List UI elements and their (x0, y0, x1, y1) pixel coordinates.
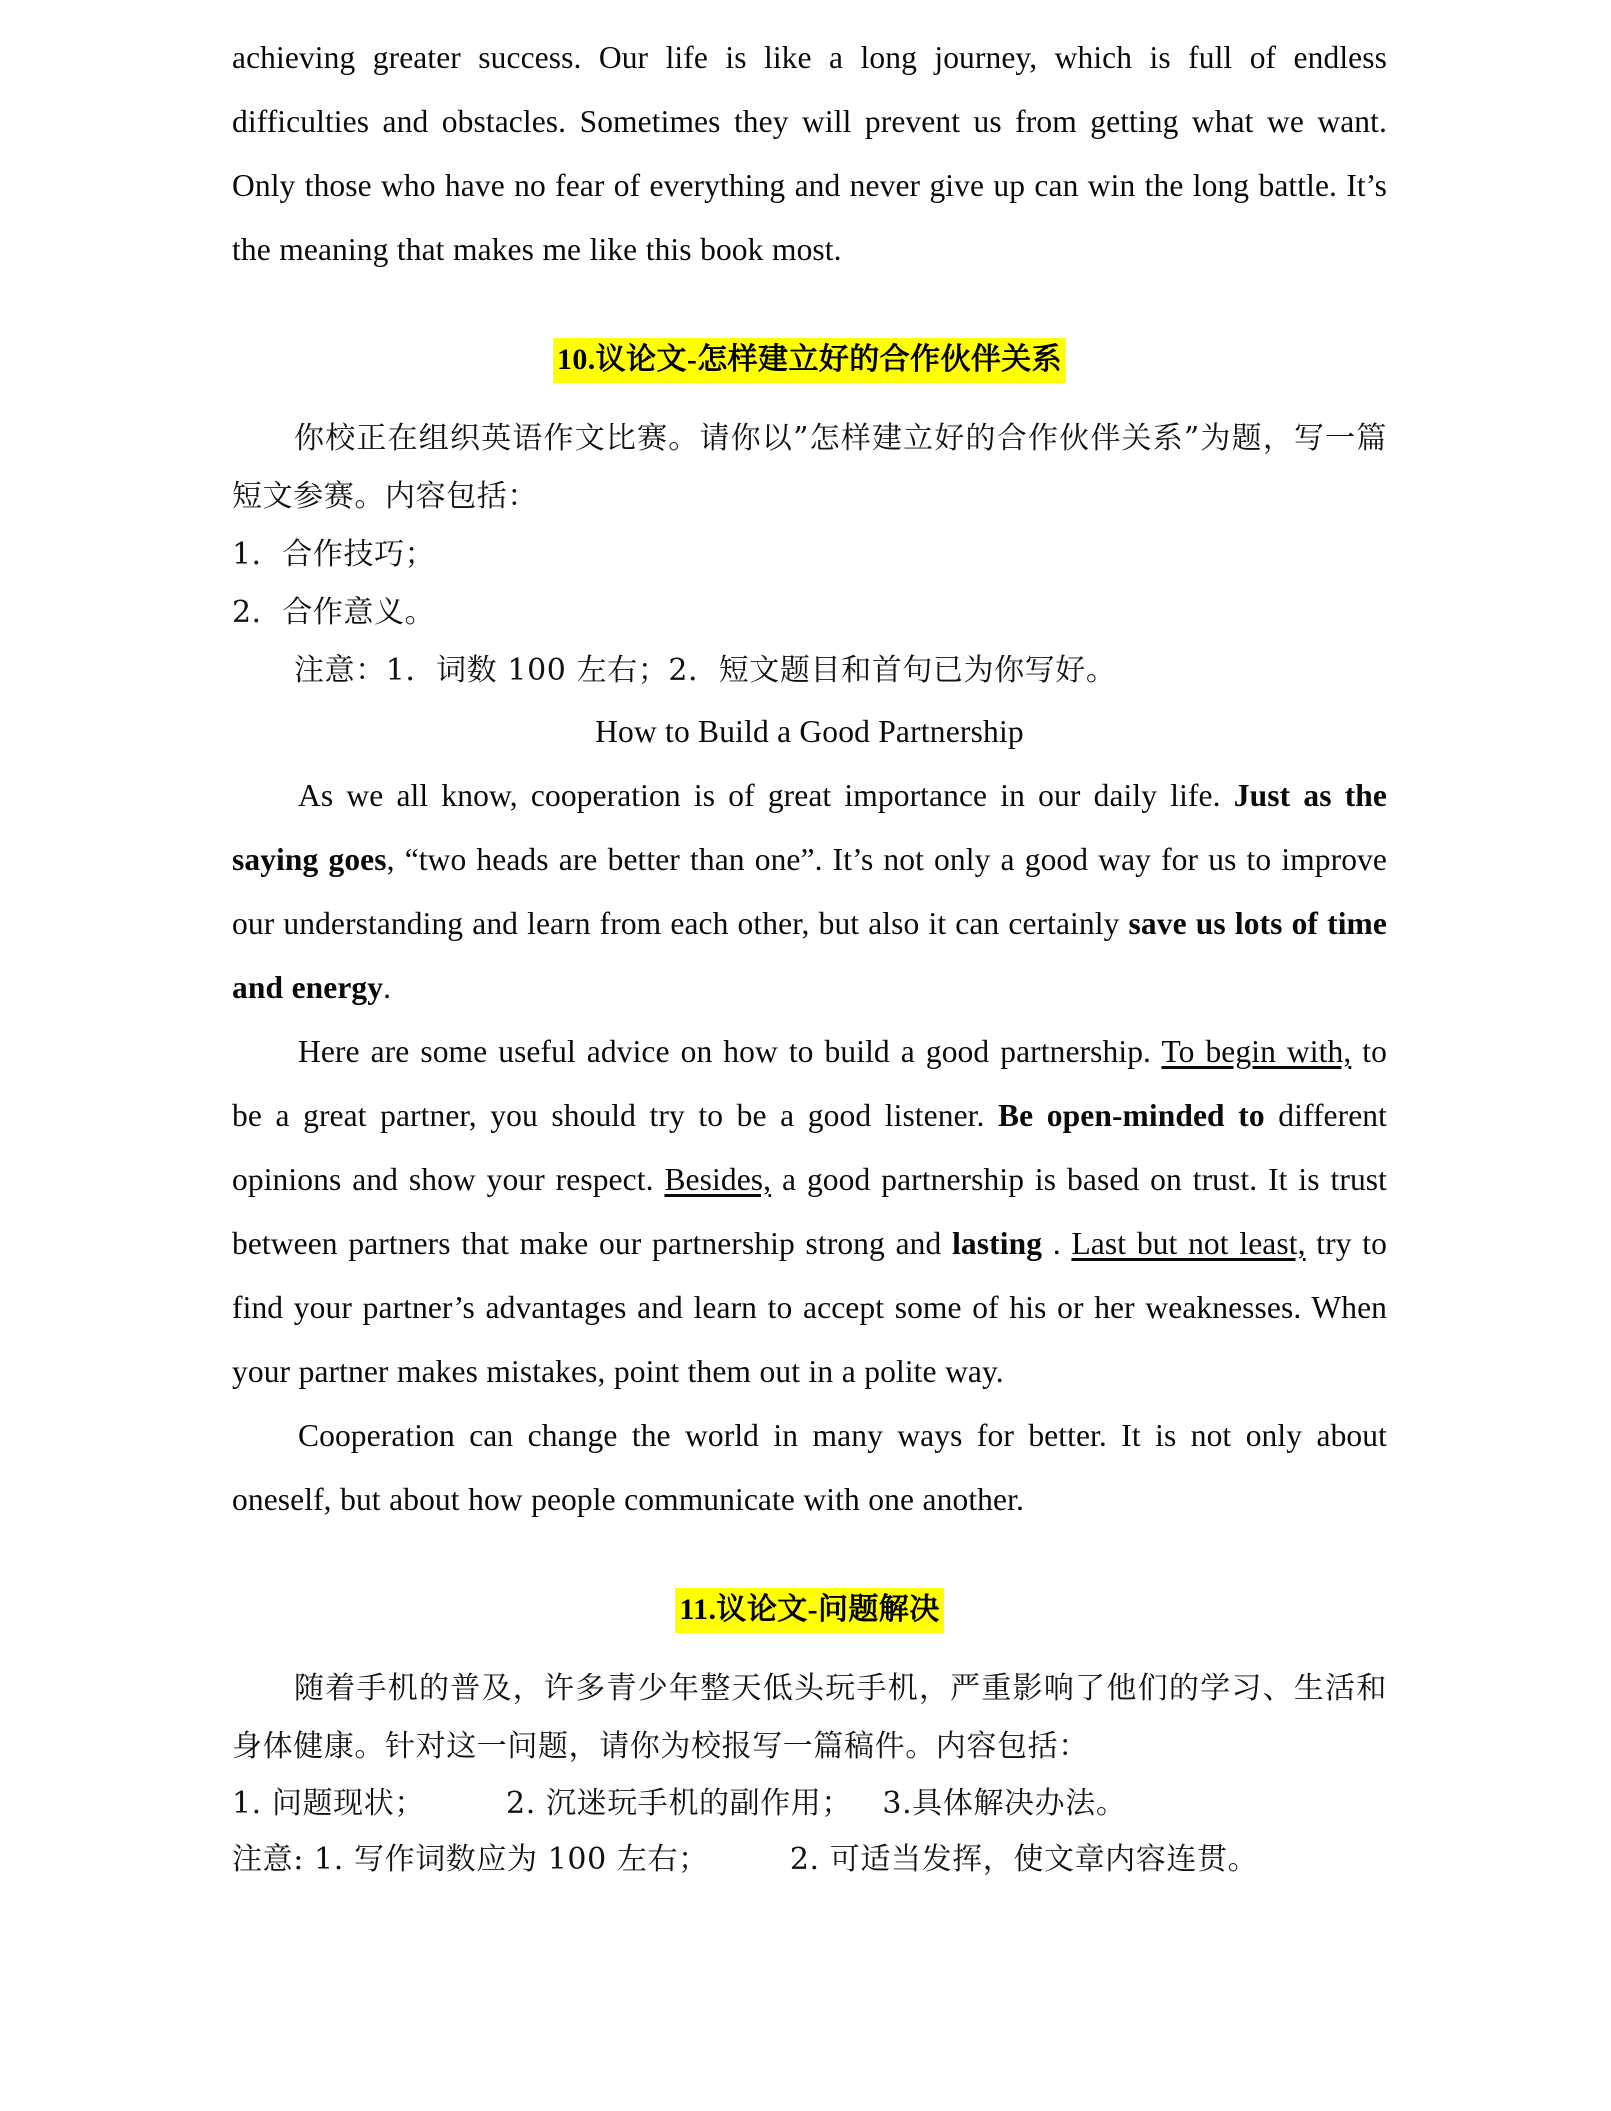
text-run-normal: Here are some useful advice on how to build a good partnership. (298, 1034, 1162, 1069)
text-run-bold: Just as the saying goes (232, 778, 1388, 877)
section-10-requirement-1: 1．合作技巧； (232, 537, 436, 572)
section-11-notes: 注意: 1. 写作词数应为 100 左右； 2. 可适当发挥，使文章内容连贯。 (232, 1842, 1259, 1877)
page-content (232, 26, 1387, 1888)
text-run-normal: try to find your partner’s advantages and learn to accept some of his or her weaknesses. When your partner makes mistakes, point them out in a polite way. (232, 1226, 1387, 1389)
section-11-heading: 11.议论文-问题解决 (675, 1588, 943, 1633)
spacer (232, 396, 1387, 410)
spacer (232, 1532, 1387, 1584)
text-run-underline: To begin with, (1161, 1034, 1352, 1069)
text-run-normal: As we all know, cooperation is of great importance in our daily life. (298, 778, 1234, 813)
text-run-normal: a good partnership is based on trust. It is trust between partners that make our partnership strong and (232, 1162, 1387, 1261)
text-run-normal: . (1042, 1226, 1072, 1261)
section-10-requirement-2: 2．合作意义。 (232, 595, 436, 630)
section-11-requirements: 1. 问题现状； 2. 沉迷玩手机的副作用； 3.具体解决办法。 (232, 1786, 1127, 1821)
essay-paragraph-2 (232, 1020, 1387, 1404)
text-run-underline: Last but not least, (1071, 1226, 1306, 1261)
text-run-normal: different opinions and show your respect. (232, 1098, 1388, 1197)
spacer (232, 1646, 1387, 1660)
text-run-normal: . (383, 970, 392, 1005)
section-10-prompt: 你校正在组织英语作文比赛。请你以”怎样建立好的合作伙伴关系”为题，写一篇短文参赛。内容包括： (232, 421, 1387, 514)
section-10-heading: 10.议论文-怎样建立好的合作伙伴关系 (553, 338, 1066, 383)
essay-paragraph-3 (232, 1404, 1387, 1532)
spacer (232, 282, 1387, 334)
text-run-bold: save us lots of time and energy (232, 906, 1387, 1005)
text-run-normal: to be a great partner, you should try to be a good listener. (232, 1034, 1387, 1133)
text-run-normal: , “two heads are better than one”. It’s not only a good way for us to improve our understanding and learn from each other, but also it can certainly (232, 842, 1388, 941)
text-run-normal: Cooperation can change the world in many ways for better. It is not only about oneself, but about how people communicate with one another. (232, 1418, 1387, 1517)
section-11-heading-row (232, 1584, 1387, 1646)
continued-paragraph: achieving greater success. Our life is like a long journey, which is full of endless difficulties and obstacles. Sometimes they will prevent us from getting what we want. Only those who have no fear of everything and never give up can win the long battle. It’s the meaning that makes me like this book most. (232, 40, 1387, 267)
essay-title: How to Build a Good Partnership (595, 714, 1024, 749)
text-run-bold: lasting (952, 1226, 1043, 1261)
section-10-heading-row (232, 334, 1387, 396)
text-run-bold: Be open-minded to (998, 1098, 1265, 1133)
essay-paragraph-1 (232, 764, 1387, 1020)
text-run-underline: Besides, (664, 1162, 772, 1197)
section-10-note: 注意：1．词数 100 左右；2．短文题目和首句已为你写好。 (294, 653, 1117, 688)
section-11-prompt: 随着手机的普及，许多青少年整天低头玩手机，严重影响了他们的学习、生活和身体健康。针对这一问题，请你为校报写一篇稿件。内容包括： (232, 1671, 1387, 1764)
